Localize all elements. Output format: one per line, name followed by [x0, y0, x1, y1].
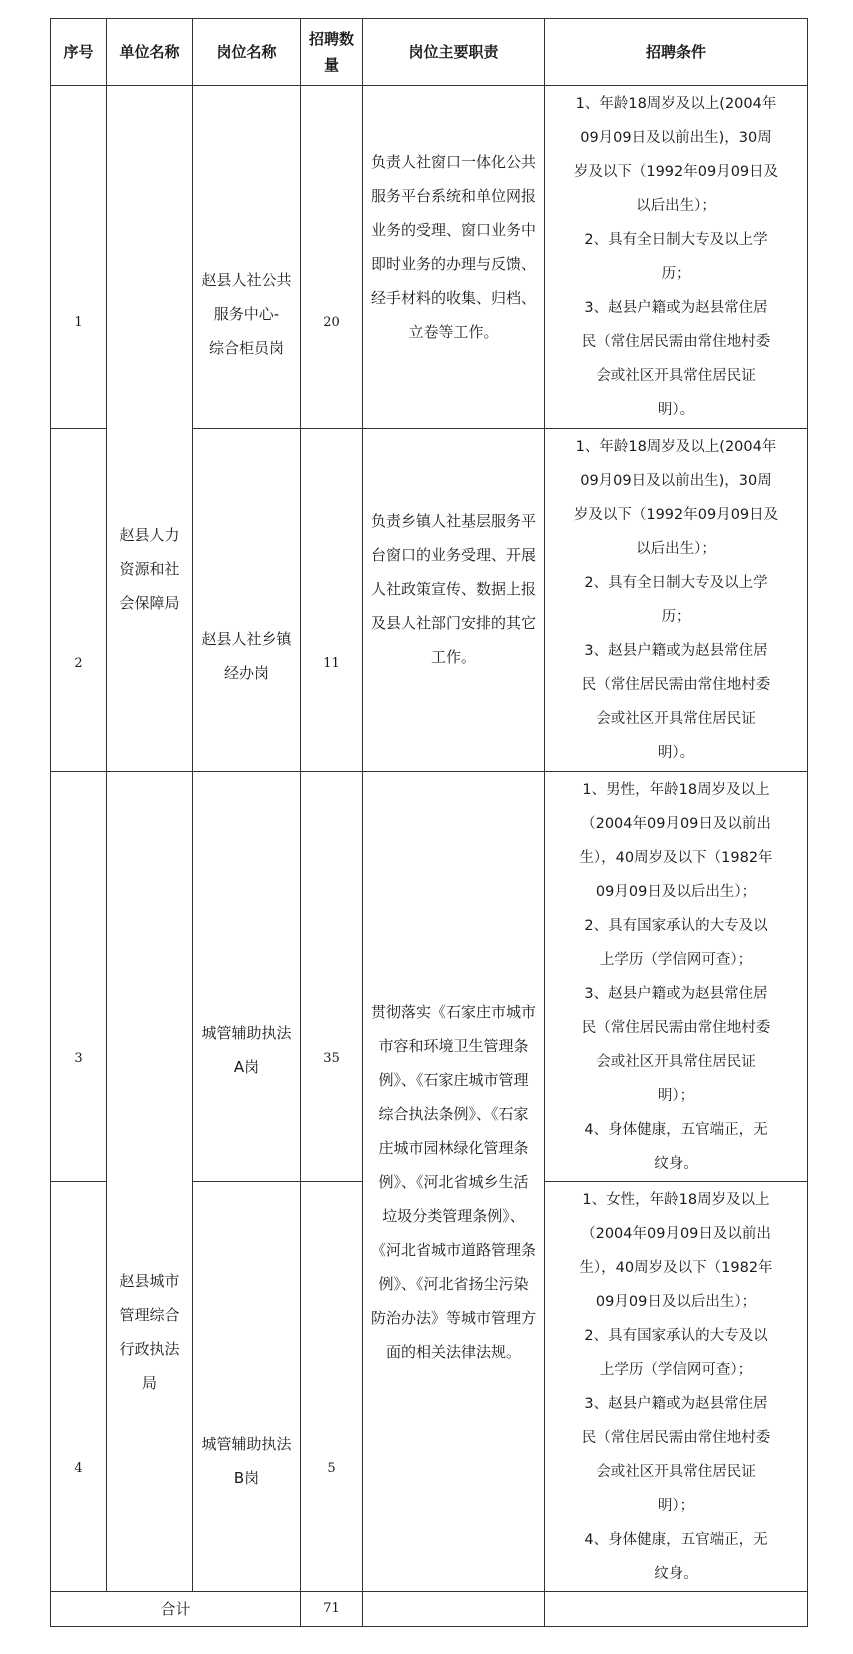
unit-line: 行政执法: [119, 1339, 180, 1358]
cond-line: 1、年龄18周岁及以上(2004年: [575, 439, 777, 455]
duty-line: 例》、《河北省城乡生活: [378, 1172, 529, 1191]
unit-name: [107, 772, 193, 1592]
header-post: 岗位名称: [193, 19, 301, 86]
post-line: 城管辅助执法: [201, 1024, 292, 1042]
row-num: 3: [51, 772, 107, 1182]
cond-line: 岁及以下（1992年09月09日及: [573, 164, 779, 180]
cond-line: 09月09日及以后出生）；: [595, 883, 757, 900]
post-conditions: [545, 86, 808, 429]
cond-line: 09月09日及以后出生）；: [595, 1293, 757, 1310]
cond-line: （2004年09月09日及以前出: [581, 815, 771, 832]
cond-line: 1、年龄18周岁及以上(2004年: [575, 96, 777, 112]
cond-line: 会或社区开具常住居民证: [596, 1053, 756, 1070]
cond-line: 岁及以下（1992年09月09日及: [573, 507, 779, 523]
duty-line: 人社政策宣传、数据上报: [371, 580, 537, 598]
duty-line: 业务的受理、窗口业务中: [371, 221, 537, 239]
cond-line: 明）。: [657, 402, 695, 418]
cond-line: 纹身。: [654, 1155, 698, 1172]
duty-line: 面的相关法律法规。: [385, 1342, 521, 1361]
post-name: [193, 772, 301, 1182]
header-count-line: 量: [323, 56, 339, 74]
cond-line: 1、女性，年龄18周岁及以上: [582, 1191, 770, 1208]
total-label: 合计: [51, 1592, 301, 1627]
cond-line: 3、赵县户籍或为赵县常住居: [584, 1395, 768, 1412]
cond-line: 3、赵县户籍或为赵县常住居: [584, 643, 768, 659]
duty-line: 工作。: [430, 648, 476, 666]
cond-line: 2、具有国家承认的大专及以: [584, 917, 768, 934]
post-name: [193, 429, 301, 772]
post-line: 赵县人社公共: [201, 271, 292, 289]
cond-line: 生），40周岁及以下（1982年: [579, 1259, 773, 1276]
post-line: 服务中心-: [213, 305, 280, 323]
cond-line: 生），40周岁及以下（1982年: [579, 849, 773, 866]
post-count: 5: [301, 1182, 363, 1592]
cond-line: 会或社区开具常住居民证: [596, 711, 756, 727]
duty-line: 立卷等工作。: [408, 323, 499, 341]
unit-line: 局: [141, 1373, 157, 1392]
post-line: 经办岗: [223, 663, 269, 682]
cond-line: 1、男性，年龄18周岁及以上: [582, 781, 770, 798]
duty-line: 服务平台系统和单位网报: [371, 187, 537, 205]
cond-line: 4、身体健康，五官端正，无: [584, 1531, 768, 1548]
duty-line: 经手材料的收集、归档、: [371, 289, 537, 307]
cond-line: 历；: [661, 609, 691, 625]
post-line: 综合柜员岗: [208, 339, 284, 357]
row-num: 4: [51, 1182, 107, 1592]
total-row: [51, 1592, 808, 1627]
post-count: 35: [301, 772, 363, 1182]
cond-line: 民（常住居民需由常住地村委: [581, 1429, 771, 1446]
cond-line: 民（常住居民需由常住地村委: [581, 677, 771, 693]
cond-line: 4、身体健康，五官端正，无: [584, 1121, 768, 1138]
cond-line: 以后出生）；: [636, 198, 716, 214]
unit-line: 会保障局: [119, 593, 180, 612]
cond-line: 明）。: [657, 745, 695, 761]
cond-line: 2、具有国家承认的大专及以: [584, 1327, 768, 1344]
unit-line: 管理综合: [119, 1305, 180, 1324]
total-empty-cond: [545, 1592, 808, 1627]
cond-line: 上学历（学信网可查）；: [599, 1361, 753, 1378]
duty-line: 《河北省城市道路管理条: [371, 1240, 537, 1259]
cond-line: 明）；: [657, 1497, 695, 1514]
post-conditions: [545, 429, 808, 772]
post-line: 城管辅助执法: [201, 1434, 292, 1453]
duty-line: 负责乡镇人社基层服务平: [371, 512, 537, 530]
header-num: 序号: [51, 19, 107, 86]
cond-line: 3、赵县户籍或为赵县常住居: [584, 985, 768, 1002]
duty-line: 贯彻落实《石家庄市城市: [371, 1002, 537, 1021]
cond-line: 民（常住居民需由常住地村委: [581, 1019, 771, 1036]
duty-line: 及县人社部门安排的其它: [371, 614, 537, 632]
post-line: 赵县人社乡镇: [201, 629, 292, 648]
row-num: 1: [51, 86, 107, 429]
post-duty: [363, 86, 545, 429]
header-count: [301, 19, 363, 86]
duty-line: 例》、《河北省扬尘污染: [378, 1274, 529, 1293]
duty-line: 综合执法条例》、《石家: [378, 1104, 529, 1123]
duty-line: 例》、《石家庄城市管理: [378, 1070, 529, 1089]
cond-line: 民（常住居民需由常住地村委: [581, 334, 771, 350]
duty-line: 垃圾分类管理条例》、: [382, 1206, 525, 1225]
post-count: 11: [301, 429, 363, 772]
header-duty: 岗位主要职责: [363, 19, 545, 86]
cond-line: 会或社区开具常住居民证: [596, 1463, 756, 1480]
duty-line: 台窗口的业务受理、开展: [371, 546, 537, 564]
cond-line: （2004年09月09日及以前出: [581, 1225, 771, 1242]
table-row: [51, 772, 808, 1182]
cond-line: 3、赵县户籍或为赵县常住居: [584, 300, 768, 316]
post-name: [193, 1182, 301, 1592]
unit-line: 赵县城市: [119, 1271, 180, 1290]
row-num: 2: [51, 429, 107, 772]
post-duty-shared: [363, 772, 545, 1592]
table-row: [51, 86, 808, 429]
recruitment-table: [50, 18, 808, 1627]
header-unit: 单位名称: [107, 19, 193, 86]
cond-line: 上学历（学信网可查）；: [599, 951, 753, 968]
unit-line: 资源和社: [119, 559, 180, 578]
cond-line: 09月09日及以前出生)，30周: [580, 130, 772, 146]
header-count-line: 招聘数: [309, 30, 355, 48]
post-name: [193, 86, 301, 429]
cond-line: 以后出生）；: [636, 541, 716, 557]
cond-line: 09月09日及以前出生)，30周: [580, 473, 772, 489]
post-duty: [363, 429, 545, 772]
total-empty-duty: [363, 1592, 545, 1627]
duty-line: 市容和环境卫生管理条: [378, 1036, 529, 1055]
header-cond: 招聘条件: [545, 19, 808, 86]
header-row: [51, 19, 808, 86]
cond-line: 2、具有全日制大专及以上学: [584, 232, 768, 248]
cond-line: 会或社区开具常住居民证: [596, 368, 756, 384]
duty-line: 即时业务的办理与反馈、: [371, 255, 537, 273]
cond-line: 纹身。: [654, 1565, 698, 1582]
post-count: 20: [301, 86, 363, 429]
total-count: 71: [301, 1592, 363, 1627]
duty-line: 防治办法》等城市管理方: [371, 1308, 537, 1327]
cond-line: 历；: [661, 266, 691, 282]
unit-name: [107, 86, 193, 772]
cond-line: 2、具有全日制大专及以上学: [584, 575, 768, 591]
post-conditions: [545, 772, 808, 1182]
cond-line: 明）；: [657, 1087, 695, 1104]
duty-line: 负责人社窗口一体化公共: [371, 153, 537, 171]
post-conditions: [545, 1182, 808, 1592]
unit-line: 赵县人力: [119, 525, 180, 544]
post-line: A岗: [233, 1058, 260, 1076]
post-line: B岗: [233, 1468, 260, 1487]
duty-line: 庄城市园林绿化管理条: [378, 1138, 529, 1157]
